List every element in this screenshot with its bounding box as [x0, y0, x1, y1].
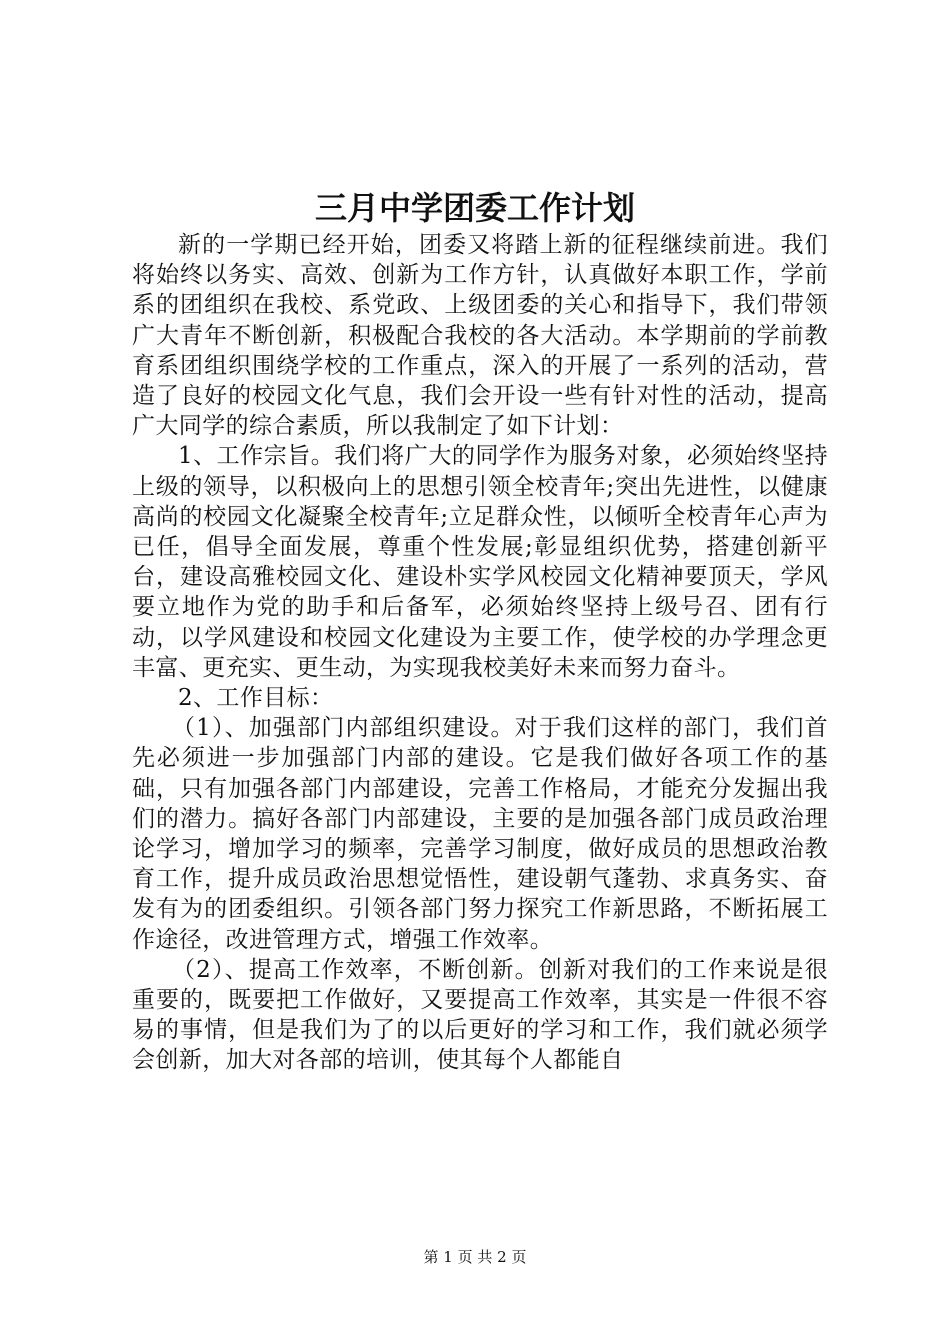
paragraph-work-goal-heading: 2、工作目标：	[178, 685, 334, 712]
page-footer: 第 1 页 共 2 页	[423, 1248, 527, 1266]
paragraph-goal-2: （2）、提高工作效率，不断创新。创新对我们的工作来说是很重要的，既要把工作做好，又要提高工作效率，其实是一件很不容易的事情，但是我们为了的以后更好的学习和工作，我们就必须学会创新，加大对各部的培训，使其每个人都能自	[132, 956, 828, 1074]
paragraph-work-purpose: 1、工作宗旨。我们将广大的同学作为服务对象，必须始终坚持上级的领导，以积极向上的思想引领全校青年;突出先进性，以健康高尚的校园文化凝聚全校青年;立足群众性，以倾听全校青年心声为已任，倡导全面发展，尊重个性发展;彰显组织优势，搭建创新平台，建设高雅校园文化、建设朴实学风校园文化精神要顶天，学风要立地作为党的助手和后备军，必须始终坚持上级号召、团有行动，以学风建设和校园文化建设为主要工作，使学校的办学理念更丰富、更充实、更生动，为实现我校美好未来而努力奋斗。	[132, 443, 828, 681]
document-body	[132, 230, 828, 1076]
paragraph-goal-1: （1）、加强部门内部组织建设。对于我们这样的部门，我们首先必须进一步加强部门内部的建设。它是我们做好各项工作的基础，只有加强各部门内部建设，完善工作格局，才能充分发掘出我们的潜力。搞好各部门内部建设，主要的是加强各部门成员政治理论学习，增加学习的频率，完善学习制度，做好成员的思想政治教育工作，提升成员政治思想觉悟性，建设朝气蓬勃、求真务实、奋发有为的团委组织。引领各部门努力探究工作新思路，不断拓展工作途径，改进管理方式，增强工作效率。	[132, 715, 828, 953]
paragraph-intro: 新的一学期已经开始，团委又将踏上新的征程继续前进。我们将始终以务实、高效、创新为工作方针，认真做好本职工作，学前系的团组织在我校、系党政、上级团委的关心和指导下，我们带领广大青年不断创新，积极配合我校的各大活动。本学期前的学前教育系团组织围绕学校的工作重点，深入的开展了一系列的活动，营造了良好的校园文化气息，我们会开设一些有针对性的活动，提高广大同学的综合素质，所以我制定了如下计划：	[132, 232, 828, 440]
document-title: 三月中学团委工作计划	[314, 189, 635, 227]
